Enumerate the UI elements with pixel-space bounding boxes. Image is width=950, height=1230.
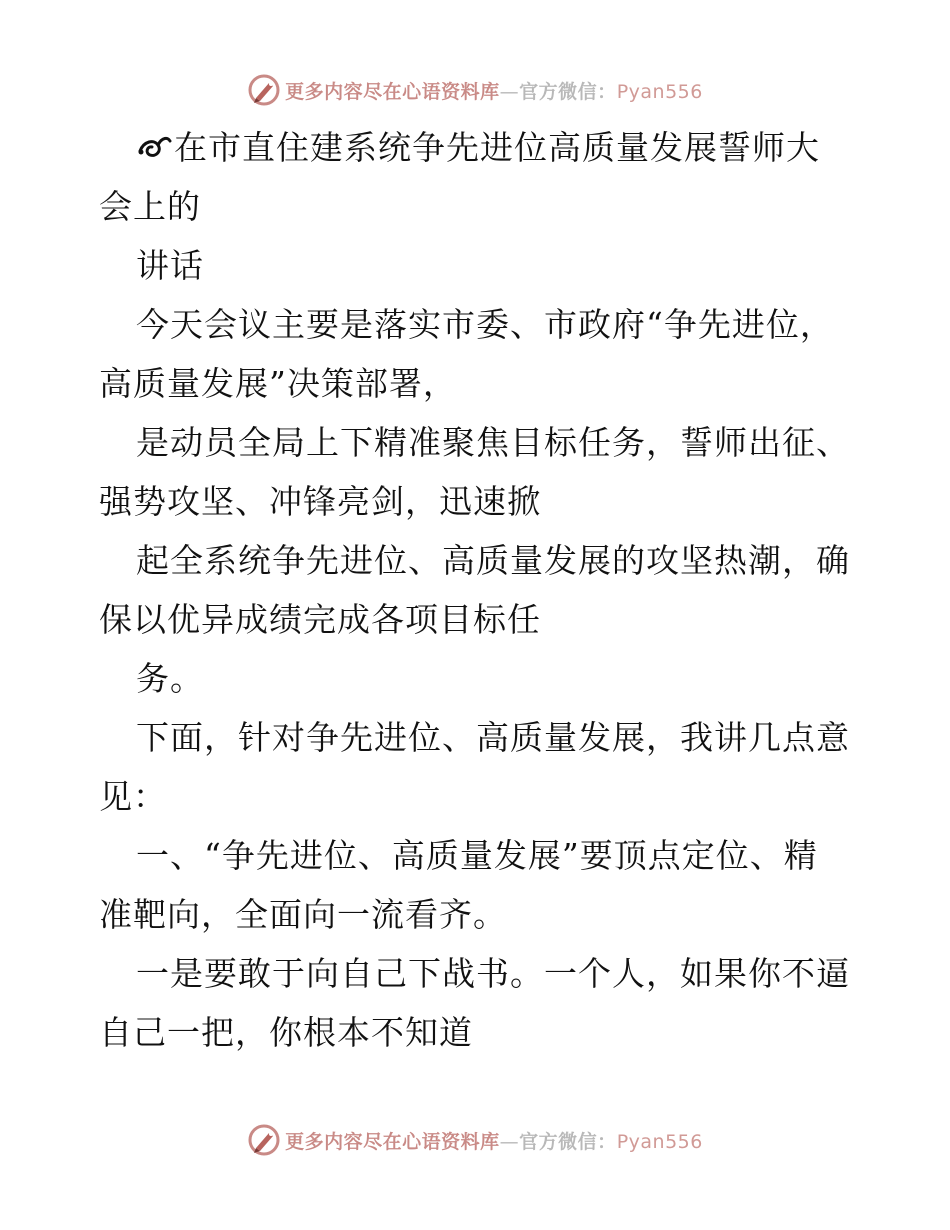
paragraph-line: 一是要敢于向自己下战书。一个人，如果你不逼	[136, 954, 850, 993]
paragraph-line: 自己一把，你根本不知道	[99, 1013, 473, 1052]
paragraph-line: 见：	[99, 777, 167, 816]
pen-logo-icon	[247, 73, 281, 107]
section-heading-line: 准靶向，全面向一流看齐。	[99, 895, 507, 934]
footer-watermark	[0, 1120, 950, 1160]
paragraph-line: 务。	[136, 659, 204, 698]
paragraph-line: 保以优异成绩完成各项目标任	[99, 600, 541, 639]
title-line-3: 讲话	[136, 246, 204, 285]
watermark-wechat: Pyan556	[616, 1130, 703, 1153]
paragraph-line: 起全系统争先进位、高质量发展的攻坚热潮，确	[136, 541, 850, 580]
watermark-official: 官方微信：	[519, 80, 617, 103]
paragraph-line: 今天会议主要是落实市委、市政府“争先进位，	[136, 305, 834, 344]
paragraph-line: 强势攻坚、冲锋亮剑，迅速掀	[99, 482, 541, 521]
title-line-2: 会上的	[99, 187, 201, 226]
watermark-official: 官方微信：	[519, 1130, 617, 1153]
paragraph-line: 下面，针对争先进位、高质量发展，我讲几点意	[136, 718, 850, 757]
watermark-text: 更多内容尽在心语资料库	[285, 1130, 500, 1153]
section-heading-line: 一、“争先进位、高质量发展”要顶点定位、精	[136, 836, 818, 875]
paragraph-line: 是动员全局上下精准聚焦目标任务，誓师出征、	[136, 423, 850, 462]
watermark-separator: —	[499, 80, 520, 103]
title-text-line1: 在市直住建系统争先进位高质量发展誓师大	[174, 128, 820, 167]
pen-logo-icon	[247, 1123, 281, 1157]
watermark-wechat: Pyan556	[616, 80, 703, 103]
watermark-text: 更多内容尽在心语资料库	[285, 80, 500, 103]
watermark-separator: —	[499, 1130, 520, 1153]
title-line	[99, 118, 859, 177]
header-watermark	[0, 70, 950, 110]
document-body	[99, 118, 859, 1062]
paragraph-line: 高质量发展”决策部署，	[99, 364, 457, 403]
fleuron-icon	[136, 131, 172, 163]
